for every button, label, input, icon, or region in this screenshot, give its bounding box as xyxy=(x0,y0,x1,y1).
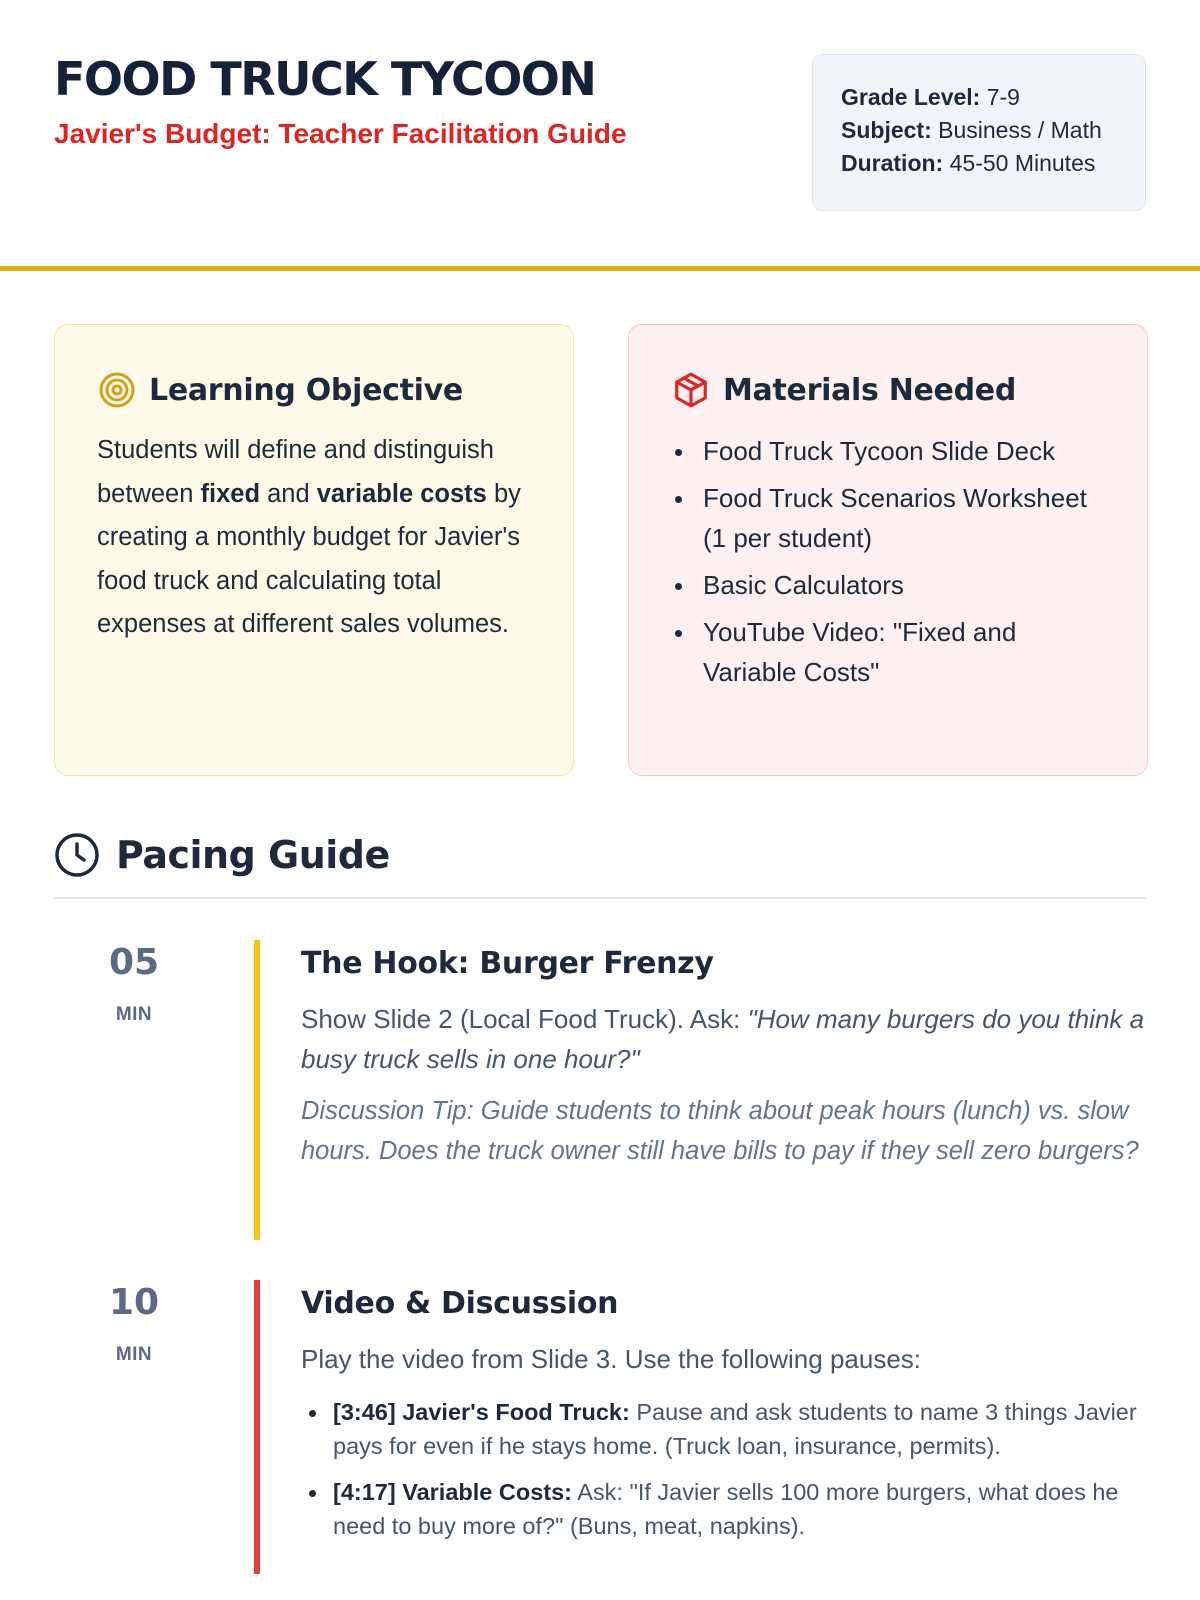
divider xyxy=(54,897,1146,899)
target-icon xyxy=(97,370,137,410)
meta-grade-level xyxy=(841,81,1145,114)
list-item: Basic Calculators xyxy=(671,565,1111,605)
objective-text-part: and xyxy=(260,479,317,508)
step-minutes: 10 xyxy=(108,1282,160,1323)
step-title: Video & Discussion xyxy=(301,1286,619,1321)
pause-text: Pause and ask students to name 3 things Javier pays for even if he stays home. (Truck loan, insurance, permits). xyxy=(333,1399,1137,1459)
objective-term-variable: variable costs xyxy=(316,479,487,508)
list-item: Food Truck Scenarios Worksheet (1 per student) xyxy=(671,478,1111,558)
list-item xyxy=(301,1475,1146,1543)
materials-list xyxy=(671,431,1111,699)
page-title: FOOD TRUCK TYCOON xyxy=(54,52,596,106)
pacing-guide-header xyxy=(54,832,390,878)
objective-text-part: Students will define and distinguish between xyxy=(97,436,494,508)
video-pause-list xyxy=(301,1395,1146,1543)
card-header xyxy=(671,367,1016,413)
objective-text xyxy=(97,429,537,647)
meta-value: 7-9 xyxy=(986,84,1020,110)
meta-label: Subject: xyxy=(841,117,932,143)
step-body: Play the video from Slide 3. Use the following pauses: xyxy=(301,1344,922,1374)
pause-text: Ask: "If Javier sells 100 more burgers, what does he need to buy more of?" (Buns, meat, napkins). xyxy=(333,1479,1119,1539)
page-header xyxy=(0,0,1200,271)
step-accent-bar xyxy=(254,940,260,1240)
learning-objective-card xyxy=(54,324,574,776)
step-body-quote: "How many burgers do you think a busy truck sells in one hour?" xyxy=(301,1004,1145,1074)
meta-label: Grade Level: xyxy=(841,84,981,110)
pause-timestamp-label: [4:17] Variable Costs: xyxy=(333,1479,573,1505)
card-header xyxy=(97,367,463,413)
objective-term-fixed: fixed xyxy=(200,479,261,508)
step-minutes-unit: MIN xyxy=(115,1344,153,1365)
step-accent-bar xyxy=(254,1280,260,1574)
list-item: Food Truck Tycoon Slide Deck xyxy=(671,431,1111,471)
step-title: The Hook: Burger Frenzy xyxy=(301,946,714,981)
clock-icon xyxy=(54,832,100,878)
meta-subject xyxy=(841,114,1145,147)
card-title: Learning Objective xyxy=(149,372,463,408)
meta-label: Duration: xyxy=(841,150,944,176)
list-item: YouTube Video: "Fixed and Variable Costs" xyxy=(671,612,1111,692)
card-title: Materials Needed xyxy=(723,372,1016,408)
meta-value: Business / Math xyxy=(938,117,1102,143)
step-content xyxy=(301,940,1146,1171)
step-content xyxy=(301,1280,1146,1555)
step-minutes: 05 xyxy=(108,942,160,983)
objective-text-part: by creating a monthly budget for Javier's food truck and calculating total expenses at different sales volumes. xyxy=(97,479,521,638)
step-minutes-unit: MIN xyxy=(115,1004,153,1025)
page-subtitle: Javier's Budget: Teacher Facilitation Guide xyxy=(54,118,627,149)
pacing-step-video xyxy=(54,1280,1146,1574)
section-title: Pacing Guide xyxy=(116,833,390,877)
list-item xyxy=(301,1395,1146,1463)
pacing-step-hook xyxy=(54,940,1146,1240)
lesson-meta-box xyxy=(812,54,1146,211)
pause-timestamp-label: [3:46] Javier's Food Truck: xyxy=(333,1399,630,1425)
box-icon xyxy=(671,370,711,410)
meta-value: 45-50 Minutes xyxy=(949,150,1096,176)
discussion-tip: Discussion Tip: Guide students to think about peak hours (lunch) vs. slow hours. Does the truck owner still have bills to pay if they sell zero burgers? xyxy=(301,1097,1139,1165)
materials-card xyxy=(628,324,1148,776)
step-body-text: Show Slide 2 (Local Food Truck). Ask: xyxy=(301,1004,748,1034)
meta-duration xyxy=(841,147,1145,180)
step-body xyxy=(301,999,1146,1079)
